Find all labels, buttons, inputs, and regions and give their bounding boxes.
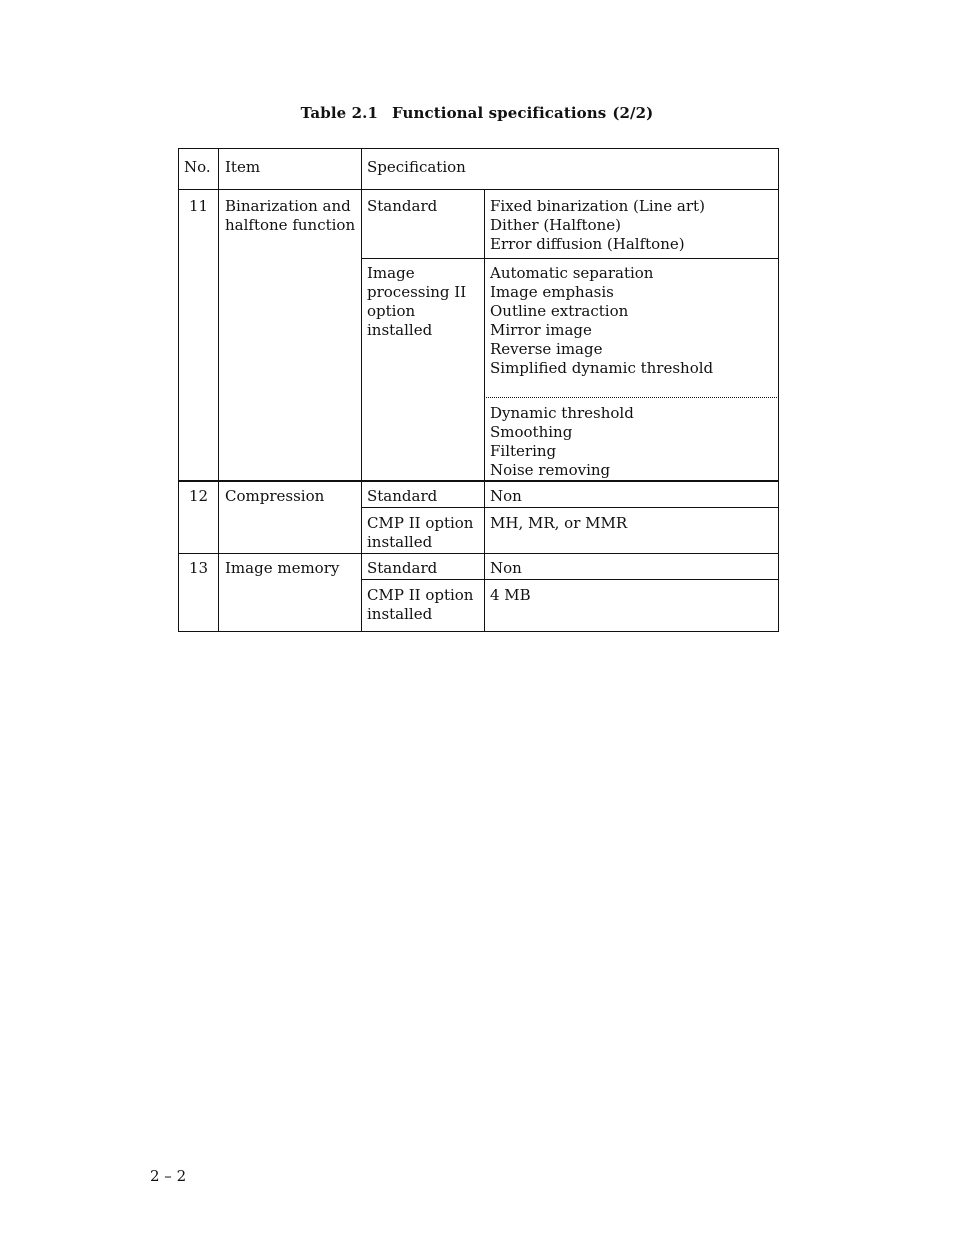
header-no: No. [184, 158, 211, 176]
row13-no: 13 [189, 559, 209, 577]
row11-no: 11 [189, 197, 209, 215]
row11-bottom [178, 480, 779, 482]
row12-sub-divider [361, 507, 779, 508]
col-divider-condition [484, 189, 485, 632]
header-item: Item [225, 158, 261, 176]
table-border-top [178, 148, 779, 149]
col-divider-no [218, 148, 219, 632]
row12-condition-option: CMP II option installed [367, 514, 474, 551]
row11-spec-option: Automatic separation Image emphasis Outline extraction Mirror image Reverse image Simplified dynamic threshold [490, 264, 714, 377]
table-border-right [778, 148, 779, 632]
row11-item: Binarization and halftone function [225, 197, 356, 234]
header-specification: Specification [367, 158, 466, 176]
table-number: Table 2.1 [300, 104, 379, 122]
table-border-bottom [178, 631, 779, 632]
row13-spec-standard: Non [490, 559, 522, 577]
table-part: (2/2) [612, 104, 654, 122]
col-divider-item [361, 148, 362, 632]
row12-bottom [178, 553, 779, 554]
row12-condition-standard: Standard [367, 487, 438, 505]
row11-condition-standard: Standard [367, 197, 438, 215]
row13-condition-option: CMP II option installed [367, 586, 474, 623]
row12-spec-option: MH, MR, or MMR [490, 514, 628, 532]
row13-spec-option: 4 MB [490, 586, 531, 604]
specifications-table [178, 148, 779, 632]
row11-sub-divider [361, 258, 779, 259]
page-number: 2 – 2 [150, 1167, 187, 1185]
table-border-left [178, 148, 179, 632]
row12-no: 12 [189, 487, 209, 505]
row11-spec-option-extra: Dynamic threshold Smoothing Filtering Noise removing [490, 404, 634, 479]
row13-condition-standard: Standard [367, 559, 438, 577]
header-divider [178, 189, 779, 190]
row13-item: Image memory [225, 559, 340, 577]
row13-sub-divider [361, 579, 779, 580]
table-caption [0, 104, 954, 122]
row11-dotted-divider [484, 397, 779, 398]
row12-spec-standard: Non [490, 487, 522, 505]
row11-spec-standard: Fixed binarization (Line art) Dither (Halftone) Error diffusion (Halftone) [490, 197, 705, 253]
row12-item: Compression [225, 487, 325, 505]
table-title: Functional specifications [392, 104, 607, 122]
row11-condition-option: Image processing II option installed [367, 264, 467, 339]
